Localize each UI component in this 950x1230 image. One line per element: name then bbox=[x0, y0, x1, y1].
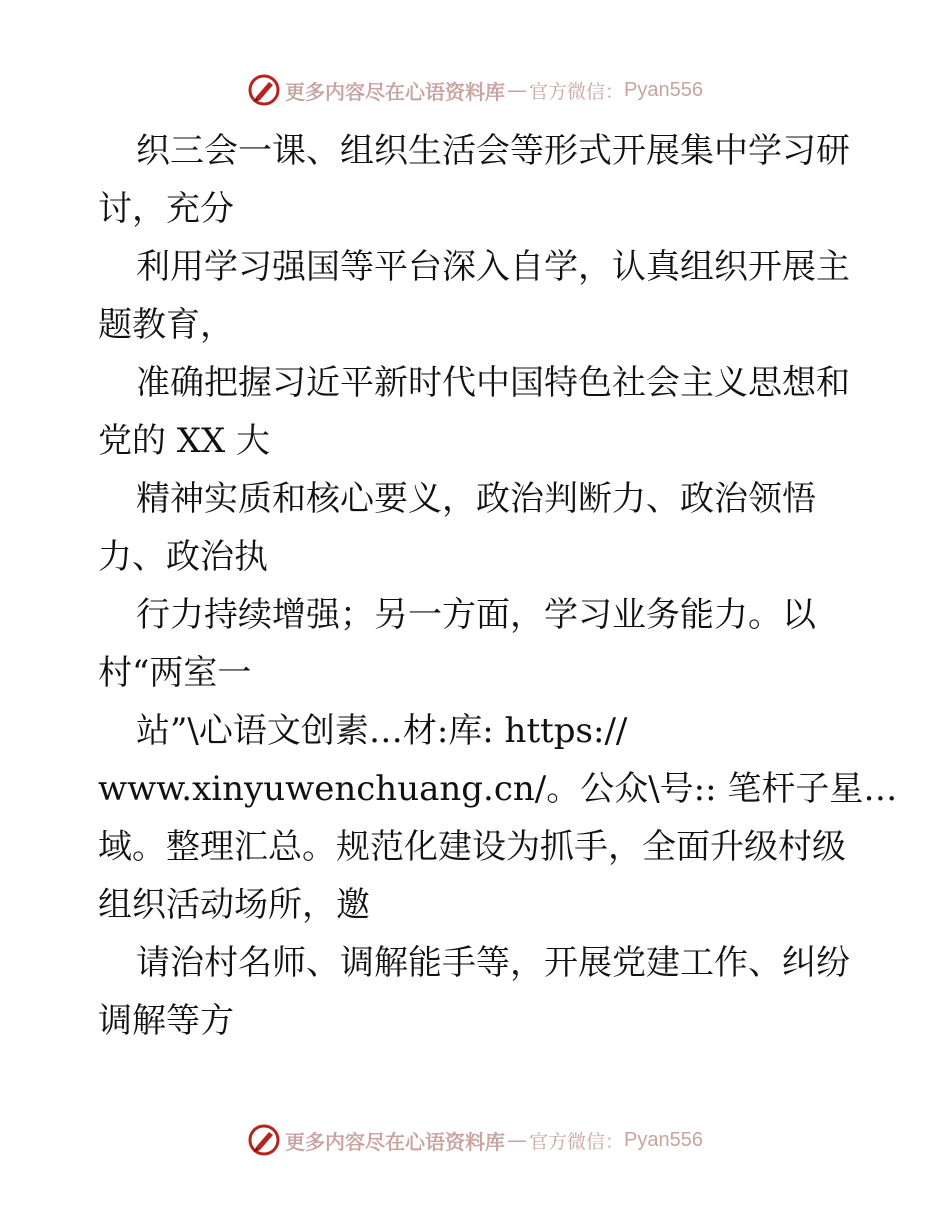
body-line: 请治村名师、调解能手等，开展党建工作、纠纷 bbox=[136, 943, 850, 983]
body-line: 党的 XX 大 bbox=[98, 421, 271, 461]
footer-watermark bbox=[0, 1120, 950, 1160]
body-line: 力、政治执 bbox=[98, 537, 268, 577]
body-line: 组织活动场所，邀 bbox=[98, 885, 370, 925]
body-line: 调解等方 bbox=[98, 1001, 234, 1041]
body-line: www.xinyuwenchuang.cn/。公众\号:: 笔杆子星… bbox=[98, 769, 898, 809]
body-line: 讨，充分 bbox=[98, 189, 234, 229]
body-line: 题教育， bbox=[98, 305, 234, 345]
pen-logo-icon bbox=[247, 1123, 281, 1157]
body-line: 村“两室一 bbox=[98, 653, 252, 693]
watermark-sub-text: 官方微信： bbox=[529, 1130, 625, 1153]
watermark-id: Pyan556 bbox=[624, 78, 703, 101]
watermark-main-text: 更多内容尽在心语资料库 bbox=[285, 79, 505, 104]
watermark-id: Pyan556 bbox=[624, 1128, 703, 1151]
watermark-dash: — bbox=[507, 1128, 527, 1152]
watermark-dash: — bbox=[507, 78, 527, 102]
body-line: 织三会一课、组织生活会等形式开展集中学习研 bbox=[136, 131, 850, 171]
body-line: 站”\心语文创素…材:库: https:// bbox=[136, 711, 628, 751]
body-line: 准确把握习近平新时代中国特色社会主义思想和 bbox=[136, 363, 850, 403]
pen-logo-icon bbox=[247, 73, 281, 107]
watermark-main-text: 更多内容尽在心语资料库 bbox=[285, 1129, 505, 1154]
document-body bbox=[98, 122, 898, 1050]
body-line: 精神实质和核心要义，政治判断力、政治领悟 bbox=[136, 479, 816, 519]
body-line: 域。整理汇总。规范化建设为抓手，全面升级村级 bbox=[98, 827, 846, 867]
body-line: 利用学习强国等平台深入自学，认真组织开展主 bbox=[136, 247, 850, 287]
body-line: 行力持续增强；另一方面，学习业务能力。以 bbox=[136, 595, 816, 635]
header-watermark bbox=[0, 70, 950, 110]
watermark-sub-text: 官方微信： bbox=[529, 80, 625, 103]
